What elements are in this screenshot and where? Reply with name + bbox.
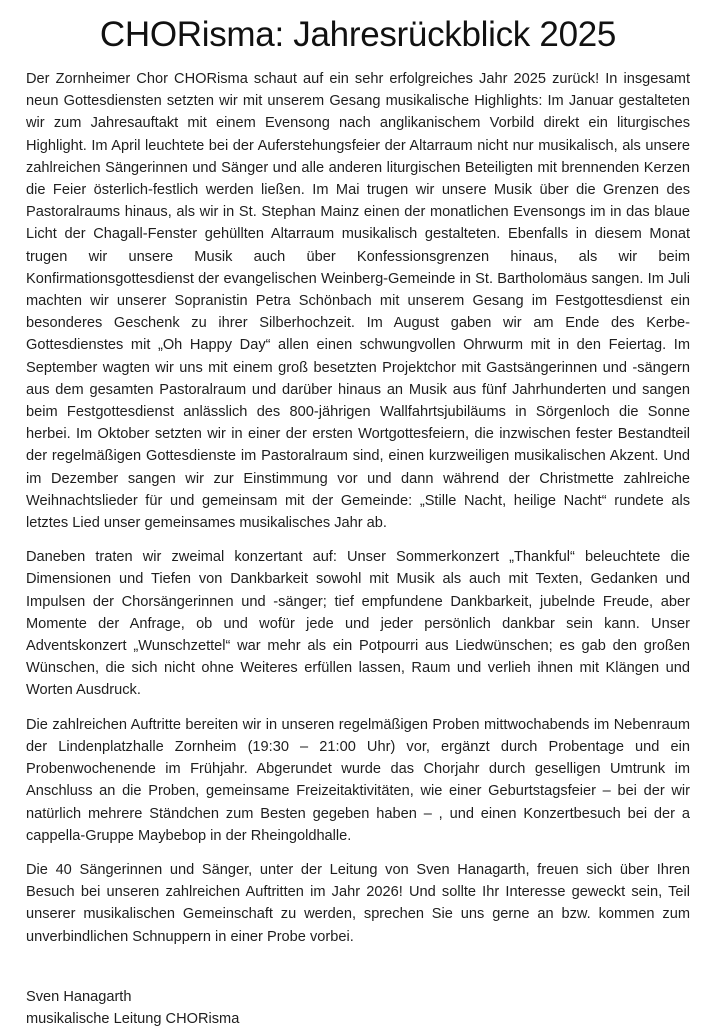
paragraph-1: Der Zornheimer Chor CHORisma schaut auf ein sehr erfolgreiches Jahr 2025 zurück! In insgesamt neun Gottesdiensten setzten wir mit unserem Gesang musikalische Highlights: Im Januar gestalteten wir zum Jahresauftakt mit einem Evensong nach anglikanischem Vorbild direkt ein liturgisches Highlight. Im April leuchtete bei der Auferstehungsfeier der Altarraum nicht nur musikalisch, als unsere zahlreichen Sängerinnen und Sänger und alle anderen liturgischen Beteiligten mit brennenden Kerzen die Feier österlich-festlich werden ließen. Im Mai trugen wir unsere Musik über die Grenzen des Pastoralraums hinaus, als wir in St. Stephan Mainz einen der monatlichen Evensongs im in das blaue Licht der Chagall-Fenster gehüllten Altarraum musikalisch gestalteten. Ebenfalls in diesem Monat trugen wir unsere Musik auch über Konfessionsgrenzen hinaus, als wir beim Konfirmationsgottesdienst der evangelischen Weinberg-Gemeinde in St. Bartholomäus sangen. Im Juli machten wir unserer Sopranistin Petra Schönbach mit unserem Gesang im Festgottesdienst ein besonderes Geschenk zu ihrer Silberhochzeit. Im August gaben wir am Ende des Kerbe-Gottesdienstes mit „Oh Happy Day“ allen einen schwungvollen Ohrwurm mit in den Feiertag. Im September wagten wir uns mit einem groß besetzten Projektchor mit Gastsängerinnen und -sängern aus dem gesamten Pastoralraum und darüber hinaus an Musik aus fünf Jahrhunderten und sangen beim Festgottesdienst anlässlich des 800-jährigen Wallfahrtsjubiläums in Sörgenloch die Sonne herbei. Im Oktober setzten wir in einer der ersten Wortgottesfeiern, die inzwischen fester Bestandteil der regelmäßigen Gottesdienste im Pastoralraum sind, einen kurzweiligen musikalischen Akzent. Und im Dezember sangen wir zur Einstimmung vor und dann während der Christmette zahlreiche Weihnachtslieder für und gemeinsam mit der Gemeinde: „Stille Nacht, heilige Nacht“ rundete als letztes Lied unser gemeinsames musikalisches Jahr ab.: [26, 71, 690, 532]
paragraph-4: Die 40 Sängerinnen und Sänger, unter der Leitung von Sven Hanagarth, freuen sich über Ihren Besuch bei unseren zahlreichen Auftritten im Jahr 2026! Und sollte Ihr Interesse geweckt sein, Teil unserer musikalischen Gemeinschaft zu werden, sprechen Sie uns gerne an bzw. kommen zum unverbindlichen Schnuppern in einer Probe vorbei.: [26, 861, 690, 945]
paragraph-2: Daneben traten wir zweimal konzertant auf: Unser Sommerkonzert „Thankful“ beleuchtete die Dimensionen und Tiefen von Dankbarkeit sowohl mit Musik als auch mit Texten, Gedanken und Impulsen der Chorsängerinnen und -sänger; tief empfundene Dankbarkeit, jubelnde Freude, aber Momente der Anfrage, ob und wofür jede und jeder persönlich dankbar sein kann. Unser Adventskonzert „Wunschzettel“ war mehr als ein Potpourri aus Liedwünschen; es gab den großen Wünschen, die sich nicht ohne Weiteres erfüllen lassen, Raum und verlieh ihnen mit Klängen und Worten Ausdruck.: [26, 549, 690, 699]
page-title: CHORisma: Jahresrückblick 2025: [99, 15, 617, 54]
paragraph-3: Die zahlreichen Auftritte bereiten wir in unseren regelmäßigen Proben mittwochabends im Nebenraum der Lindenplatzhalle Zornheim (19:30 – 21:00 Uhr) vor, ergänzt durch Probentage und ein Probenwochenende im Frühjahr. Abgerundet wurde das Chorjahr durch geselligen Umtrunk im Anschluss an die Proben, gemeinsame Freizeitaktivitäten, wie einer Geburtstagsfeier – bei der wir natürlich mehrere Ständchen zum Besten gegeben haben – , und einen Konzertbesuch bei der a cappella-Gruppe Maybebop in der Rheingoldhalle.: [26, 716, 690, 844]
signature-role: musikalische Leitung CHORisma: [26, 1010, 240, 1027]
signature-block: [26, 986, 690, 1030]
signature-name: Sven Hanagarth: [26, 988, 132, 1005]
document-body: [26, 68, 690, 948]
